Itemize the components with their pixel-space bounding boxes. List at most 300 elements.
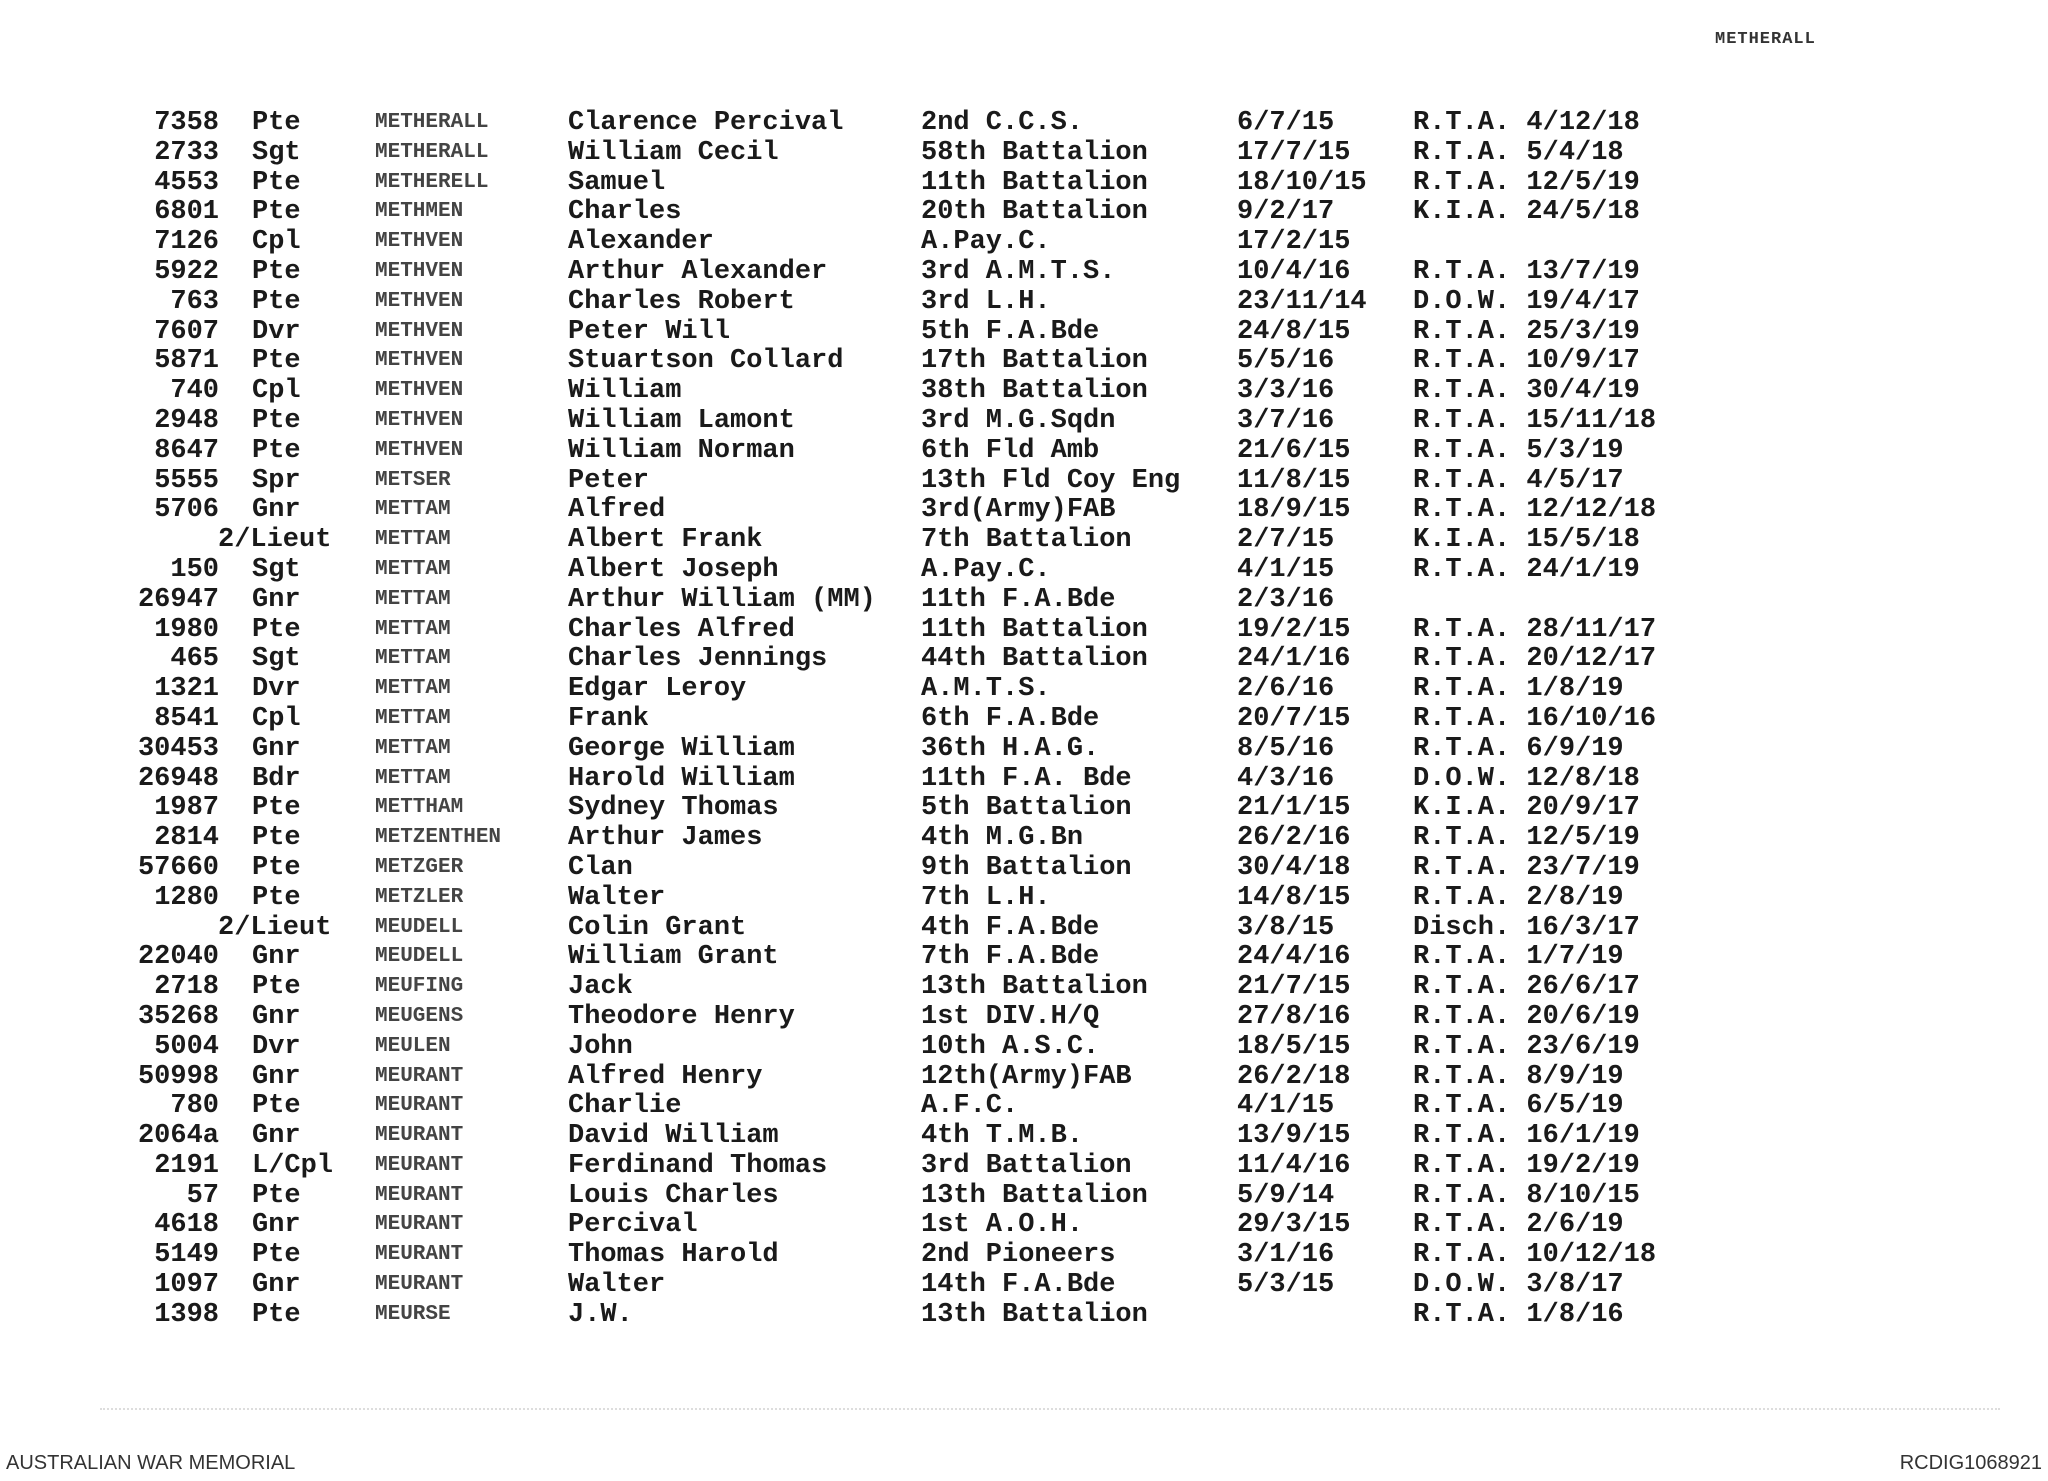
fate: R.T.A. 10/9/17 — [1413, 346, 1640, 377]
given-names: Albert Frank — [568, 525, 763, 556]
surname: METZLER — [375, 885, 464, 909]
list-item — [0, 734, 2048, 764]
surname: METHVEN — [375, 379, 464, 403]
list-item — [0, 406, 2048, 436]
unit: 3rd M.G.Sqdn — [921, 405, 1116, 436]
given-names: Charles — [568, 197, 682, 228]
service-number: 740 — [170, 376, 219, 407]
service-number: 2191 — [154, 1150, 219, 1181]
given-names: Charlie — [568, 1091, 682, 1122]
rank: L/Cpl — [252, 1150, 334, 1181]
fate: R.T.A. 6/9/19 — [1413, 733, 1624, 764]
enlistment-date: 29/3/15 — [1237, 1210, 1351, 1241]
surname: MEURANT — [375, 1183, 464, 1207]
service-number: 57 — [186, 1180, 219, 1211]
divider — [100, 1408, 2000, 1410]
unit: A.Pay.C. — [921, 227, 1051, 258]
given-names: Jack — [568, 972, 633, 1003]
fate: R.T.A. 1/7/19 — [1413, 942, 1624, 973]
rank: Pte — [252, 1240, 301, 1271]
unit: 4th F.A.Bde — [921, 912, 1100, 943]
enlistment-date: 5/3/15 — [1237, 1270, 1335, 1301]
given-names: Arthur Alexander — [568, 256, 828, 287]
rank: Sgt — [252, 644, 301, 675]
enlistment-date: 4/1/15 — [1237, 554, 1335, 585]
fate: R.T.A. 4/12/18 — [1413, 108, 1640, 138]
service-number: 5004 — [154, 1031, 219, 1062]
rank: Spr — [252, 465, 301, 496]
given-names: Peter Will — [568, 316, 731, 347]
given-names: Harold William — [568, 763, 795, 794]
list-item — [0, 823, 2048, 853]
rank: Pte — [252, 108, 301, 138]
enlistment-date: 2/6/16 — [1237, 674, 1335, 705]
fate: R.T.A. 4/5/17 — [1413, 465, 1624, 496]
service-number: 4553 — [154, 167, 219, 198]
unit: 11th Battalion — [921, 167, 1148, 198]
list-item — [0, 555, 2048, 585]
service-number: 57660 — [137, 852, 219, 883]
list-item — [0, 1002, 2048, 1032]
rank: Dvr — [252, 1031, 301, 1062]
service-number: 7358 — [154, 108, 219, 138]
list-item — [0, 764, 2048, 794]
enlistment-date: 11/4/16 — [1237, 1150, 1351, 1181]
enlistment-date: 21/7/15 — [1237, 972, 1351, 1003]
service-number: 50998 — [137, 1061, 219, 1092]
enlistment-date: 11/8/15 — [1237, 465, 1351, 496]
given-names: Sydney Thomas — [568, 793, 779, 824]
surname: METTAM — [375, 647, 451, 671]
given-names: Edgar Leroy — [568, 674, 747, 705]
enlistment-date: 2/3/16 — [1237, 584, 1335, 615]
fate: R.T.A. 1/8/16 — [1413, 1299, 1624, 1330]
unit: 44th Battalion — [921, 644, 1148, 675]
surname: MEUDELL — [375, 945, 464, 969]
fate: R.T.A. 13/7/19 — [1413, 256, 1640, 287]
enlistment-date: 23/11/14 — [1237, 286, 1367, 317]
rank: Gnr — [252, 495, 301, 526]
given-names: Theodore Henry — [568, 1001, 795, 1032]
surname: MEURSE — [375, 1302, 451, 1326]
service-number: 780 — [170, 1091, 219, 1122]
fate: R.T.A. 28/11/17 — [1413, 614, 1657, 645]
unit: 1st DIV.H/Q — [921, 1001, 1100, 1032]
list-item — [0, 913, 2048, 943]
unit: 3rd(Army)FAB — [921, 495, 1116, 526]
unit: 58th Battalion — [921, 137, 1148, 168]
surname: MEURANT — [375, 1124, 464, 1148]
enlistment-date: 18/9/15 — [1237, 495, 1351, 526]
surname: MEULEN — [375, 1034, 451, 1058]
surname: METHVEN — [375, 349, 464, 373]
rank: Pte — [252, 1299, 301, 1330]
list-item — [0, 376, 2048, 406]
unit: 36th H.A.G. — [921, 733, 1100, 764]
service-number: 5871 — [154, 346, 219, 377]
fate: R.T.A. 2/6/19 — [1413, 1210, 1624, 1241]
list-item — [0, 704, 2048, 734]
given-names: David William — [568, 1121, 779, 1152]
unit: 11th F.A. Bde — [921, 763, 1132, 794]
given-names: Percival — [568, 1210, 698, 1241]
list-item — [0, 1032, 2048, 1062]
enlistment-date: 24/1/16 — [1237, 644, 1351, 675]
surname: MEURANT — [375, 1273, 464, 1297]
enlistment-date: 5/9/14 — [1237, 1180, 1335, 1211]
surname: MEURANT — [375, 1243, 464, 1267]
list-item — [0, 287, 2048, 317]
fate: R.T.A. 5/3/19 — [1413, 435, 1624, 466]
list-item — [0, 972, 2048, 1002]
rank: Pte — [252, 435, 301, 466]
enlistment-date: 24/4/16 — [1237, 942, 1351, 973]
unit: 3rd A.M.T.S. — [921, 256, 1116, 287]
fate: R.T.A. 12/5/19 — [1413, 823, 1640, 854]
rank: Dvr — [252, 316, 301, 347]
unit: 4th T.M.B. — [921, 1121, 1084, 1152]
surname: METHERALL — [375, 111, 489, 134]
unit: 6th F.A.Bde — [921, 703, 1100, 734]
service-number: 26947 — [137, 584, 219, 615]
list-item — [0, 793, 2048, 823]
rank: Gnr — [252, 584, 301, 615]
enlistment-date: 4/1/15 — [1237, 1091, 1335, 1122]
unit: 5th Battalion — [921, 793, 1132, 824]
list-item — [0, 436, 2048, 466]
enlistment-date: 3/1/16 — [1237, 1240, 1335, 1271]
service-number: 5922 — [154, 256, 219, 287]
service-number: 2948 — [154, 405, 219, 436]
rank: Dvr — [252, 674, 301, 705]
enlistment-date: 5/5/16 — [1237, 346, 1335, 377]
unit: 13th Battalion — [921, 972, 1148, 1003]
list-item — [0, 1121, 2048, 1151]
given-names: Samuel — [568, 167, 666, 198]
surname: METTAM — [375, 706, 451, 730]
rank: Pte — [252, 852, 301, 883]
list-item — [0, 1300, 2048, 1330]
rank: Pte — [252, 882, 301, 913]
service-number: 1280 — [154, 882, 219, 913]
nominal-roll-list — [0, 108, 2048, 1330]
enlistment-date: 30/4/18 — [1237, 852, 1351, 883]
fate: R.T.A. 23/7/19 — [1413, 852, 1640, 883]
given-names: Louis Charles — [568, 1180, 779, 1211]
surname: METTAM — [375, 587, 451, 611]
surname: METHERELL — [375, 170, 489, 194]
enlistment-date: 17/7/15 — [1237, 137, 1351, 168]
given-names: Ferdinand Thomas — [568, 1150, 828, 1181]
rank: Pte — [252, 793, 301, 824]
surname: METTAM — [375, 677, 451, 701]
list-item — [0, 1270, 2048, 1300]
surname: METHVEN — [375, 319, 464, 343]
fate: Disch. 16/3/17 — [1413, 912, 1640, 943]
service-number: 1097 — [154, 1270, 219, 1301]
service-number: 22040 — [137, 942, 219, 973]
rank: Pte — [252, 286, 301, 317]
unit: 1st A.O.H. — [921, 1210, 1084, 1241]
list-item — [0, 257, 2048, 287]
rank: Sgt — [252, 137, 301, 168]
enlistment-date: 17/2/15 — [1237, 227, 1351, 258]
fate: R.T.A. 23/6/19 — [1413, 1031, 1640, 1062]
rank: Pte — [252, 614, 301, 645]
unit: 9th Battalion — [921, 852, 1132, 883]
unit: 10th A.S.C. — [921, 1031, 1100, 1062]
rank: Sgt — [252, 554, 301, 585]
enlistment-date: 26/2/16 — [1237, 823, 1351, 854]
enlistment-date: 3/7/16 — [1237, 405, 1335, 436]
service-number: 5706 — [154, 495, 219, 526]
unit: 17th Battalion — [921, 346, 1148, 377]
rank: Gnr — [252, 1270, 301, 1301]
list-item — [0, 644, 2048, 674]
list-item — [0, 466, 2048, 496]
surname: METTAM — [375, 498, 451, 522]
service-number: 1398 — [154, 1299, 219, 1330]
rank: Pte — [252, 823, 301, 854]
given-names: William — [568, 376, 682, 407]
list-item — [0, 525, 2048, 555]
surname: METSER — [375, 468, 451, 492]
rank: Pte — [252, 972, 301, 1003]
surname: METTHAM — [375, 796, 464, 820]
rank: Gnr — [252, 942, 301, 973]
given-names: Arthur William (MM) — [568, 584, 876, 615]
enlistment-date: 8/5/16 — [1237, 733, 1335, 764]
unit: 3rd L.H. — [921, 286, 1051, 317]
fate: R.T.A. 5/4/18 — [1413, 137, 1624, 168]
list-item — [0, 1240, 2048, 1270]
footer-document-id: RCDIG1068921 — [1899, 1452, 2042, 1474]
unit: 11th F.A.Bde — [921, 584, 1116, 615]
rank: Pte — [252, 167, 301, 198]
list-item — [0, 853, 2048, 883]
fate: R.T.A. 20/6/19 — [1413, 1001, 1640, 1032]
fate: R.T.A. 19/2/19 — [1413, 1150, 1640, 1181]
surname: METHVEN — [375, 289, 464, 313]
fate: R.T.A. 25/3/19 — [1413, 316, 1640, 347]
enlistment-date: 27/8/16 — [1237, 1001, 1351, 1032]
enlistment-date: 4/3/16 — [1237, 763, 1335, 794]
service-number: 2064a — [137, 1121, 219, 1152]
fate: K.I.A. 15/5/18 — [1413, 525, 1640, 556]
surname: METZGER — [375, 855, 464, 879]
unit: A.F.C. — [921, 1091, 1019, 1122]
given-names: Clan — [568, 852, 633, 883]
given-names: Charles Alfred — [568, 614, 795, 645]
list-item — [0, 942, 2048, 972]
fate: R.T.A. 16/1/19 — [1413, 1121, 1640, 1152]
fate: R.T.A. 8/9/19 — [1413, 1061, 1624, 1092]
rank: Cpl — [252, 227, 301, 258]
rank: Bdr — [252, 763, 301, 794]
surname: METTAM — [375, 736, 451, 760]
list-item — [0, 585, 2048, 615]
service-number: 2733 — [154, 137, 219, 168]
list-item — [0, 108, 2048, 138]
unit: 2nd C.C.S. — [921, 108, 1084, 138]
unit: 4th M.G.Bn — [921, 823, 1084, 854]
given-names: Alfred Henry — [568, 1061, 763, 1092]
fate: R.T.A. 1/8/19 — [1413, 674, 1624, 705]
surname: METHVEN — [375, 408, 464, 432]
surname: METTAM — [375, 617, 451, 641]
fate: R.T.A. 16/10/16 — [1413, 703, 1657, 734]
given-names: Peter — [568, 465, 650, 496]
rank: Pte — [252, 256, 301, 287]
unit: A.Pay.C. — [921, 554, 1051, 585]
enlistment-date: 2/7/15 — [1237, 525, 1335, 556]
unit: 14th F.A.Bde — [921, 1270, 1116, 1301]
unit: 5th F.A.Bde — [921, 316, 1100, 347]
fate: D.O.W. 12/8/18 — [1413, 763, 1640, 794]
surname: METTAM — [375, 557, 451, 581]
unit: 7th Battalion — [921, 525, 1132, 556]
unit: 13th Fld Coy Eng — [921, 465, 1181, 496]
list-item — [0, 317, 2048, 347]
surname: MEUDELL — [375, 915, 464, 939]
footer-institution: AUSTRALIAN WAR MEMORIAL — [6, 1452, 296, 1474]
given-names: Charles Jennings — [568, 644, 828, 675]
given-names: J.W. — [568, 1299, 633, 1330]
fate: R.T.A. 20/12/17 — [1413, 644, 1657, 675]
surname: METTAM — [375, 528, 451, 552]
service-number: 2814 — [154, 823, 219, 854]
enlistment-date: 6/7/15 — [1237, 108, 1335, 138]
surname: MEURANT — [375, 1213, 464, 1237]
list-item — [0, 1181, 2048, 1211]
service-number: 5555 — [154, 465, 219, 496]
service-number: 8647 — [154, 435, 219, 466]
list-item — [0, 1062, 2048, 1092]
given-names: Albert Joseph — [568, 554, 779, 585]
given-names: Frank — [568, 703, 650, 734]
unit: 3rd Battalion — [921, 1150, 1132, 1181]
list-item — [0, 674, 2048, 704]
rank: Cpl — [252, 376, 301, 407]
enlistment-date: 18/5/15 — [1237, 1031, 1351, 1062]
fate: R.T.A. 8/10/15 — [1413, 1180, 1640, 1211]
surname: METHVEN — [375, 438, 464, 462]
list-item — [0, 883, 2048, 913]
service-number: 1987 — [154, 793, 219, 824]
list-item — [0, 197, 2048, 227]
rank: 2/Lieut — [218, 525, 332, 556]
rank: Cpl — [252, 703, 301, 734]
rank: Gnr — [252, 1121, 301, 1152]
enlistment-date: 9/2/17 — [1237, 197, 1335, 228]
service-number: 7126 — [154, 227, 219, 258]
enlistment-date: 24/8/15 — [1237, 316, 1351, 347]
unit: 2nd Pioneers — [921, 1240, 1116, 1271]
rank: Pte — [252, 405, 301, 436]
list-item — [0, 495, 2048, 525]
enlistment-date: 21/6/15 — [1237, 435, 1351, 466]
service-number: 763 — [170, 286, 219, 317]
fate: K.I.A. 24/5/18 — [1413, 197, 1640, 228]
given-names: William Cecil — [568, 137, 779, 168]
given-names: George William — [568, 733, 795, 764]
fate: D.O.W. 19/4/17 — [1413, 286, 1640, 317]
service-number: 7607 — [154, 316, 219, 347]
rank: Pte — [252, 346, 301, 377]
surname: METHERALL — [375, 140, 489, 164]
given-names: John — [568, 1031, 633, 1062]
service-number: 26948 — [137, 763, 219, 794]
unit: 6th Fld Amb — [921, 435, 1100, 466]
enlistment-date: 10/4/16 — [1237, 256, 1351, 287]
fate: R.T.A. 15/11/18 — [1413, 405, 1657, 436]
rank: Pte — [252, 1180, 301, 1211]
given-names: William Lamont — [568, 405, 795, 436]
fate: R.T.A. 26/6/17 — [1413, 972, 1640, 1003]
surname: METTAM — [375, 766, 451, 790]
enlistment-date: 21/1/15 — [1237, 793, 1351, 824]
given-names: Colin Grant — [568, 912, 747, 943]
rank: Gnr — [252, 1210, 301, 1241]
enlistment-date: 3/3/16 — [1237, 376, 1335, 407]
unit: A.M.T.S. — [921, 674, 1051, 705]
fate: R.T.A. 12/5/19 — [1413, 167, 1640, 198]
surname: MEURANT — [375, 1153, 464, 1177]
enlistment-date: 19/2/15 — [1237, 614, 1351, 645]
rank: Gnr — [252, 733, 301, 764]
list-item — [0, 168, 2048, 198]
given-names: Thomas Harold — [568, 1240, 779, 1271]
given-names: William Grant — [568, 942, 779, 973]
given-names: Clarence Percival — [568, 108, 844, 138]
service-number: 8541 — [154, 703, 219, 734]
service-number: 30453 — [137, 733, 219, 764]
enlistment-date: 20/7/15 — [1237, 703, 1351, 734]
list-item — [0, 227, 2048, 257]
enlistment-date: 13/9/15 — [1237, 1121, 1351, 1152]
fate: R.T.A. 30/4/19 — [1413, 376, 1640, 407]
unit: 7th F.A.Bde — [921, 942, 1100, 973]
enlistment-date: 26/2/18 — [1237, 1061, 1351, 1092]
rank: Gnr — [252, 1061, 301, 1092]
surname: MEURANT — [375, 1064, 464, 1088]
fate: R.T.A. 12/12/18 — [1413, 495, 1657, 526]
service-number: 1321 — [154, 674, 219, 705]
unit: 11th Battalion — [921, 614, 1148, 645]
surname: METHMEN — [375, 200, 464, 224]
unit: 38th Battalion — [921, 376, 1148, 407]
given-names: Charles Robert — [568, 286, 795, 317]
rank: Pte — [252, 1091, 301, 1122]
list-item — [0, 1151, 2048, 1181]
fate: R.T.A. 6/5/19 — [1413, 1091, 1624, 1122]
service-number: 5149 — [154, 1240, 219, 1271]
given-names: Stuartson Collard — [568, 346, 844, 377]
service-number: 6801 — [154, 197, 219, 228]
given-names: Alexander — [568, 227, 714, 258]
given-names: Alfred — [568, 495, 666, 526]
list-item — [0, 1091, 2048, 1121]
fate: R.T.A. 2/8/19 — [1413, 882, 1624, 913]
service-number: 465 — [170, 644, 219, 675]
rank: Pte — [252, 197, 301, 228]
page-header-surname: METHERALL — [1715, 30, 1816, 49]
service-number: 1980 — [154, 614, 219, 645]
unit: 7th L.H. — [921, 882, 1051, 913]
unit: 13th Battalion — [921, 1180, 1148, 1211]
given-names: Arthur James — [568, 823, 763, 854]
service-number: 35268 — [137, 1001, 219, 1032]
